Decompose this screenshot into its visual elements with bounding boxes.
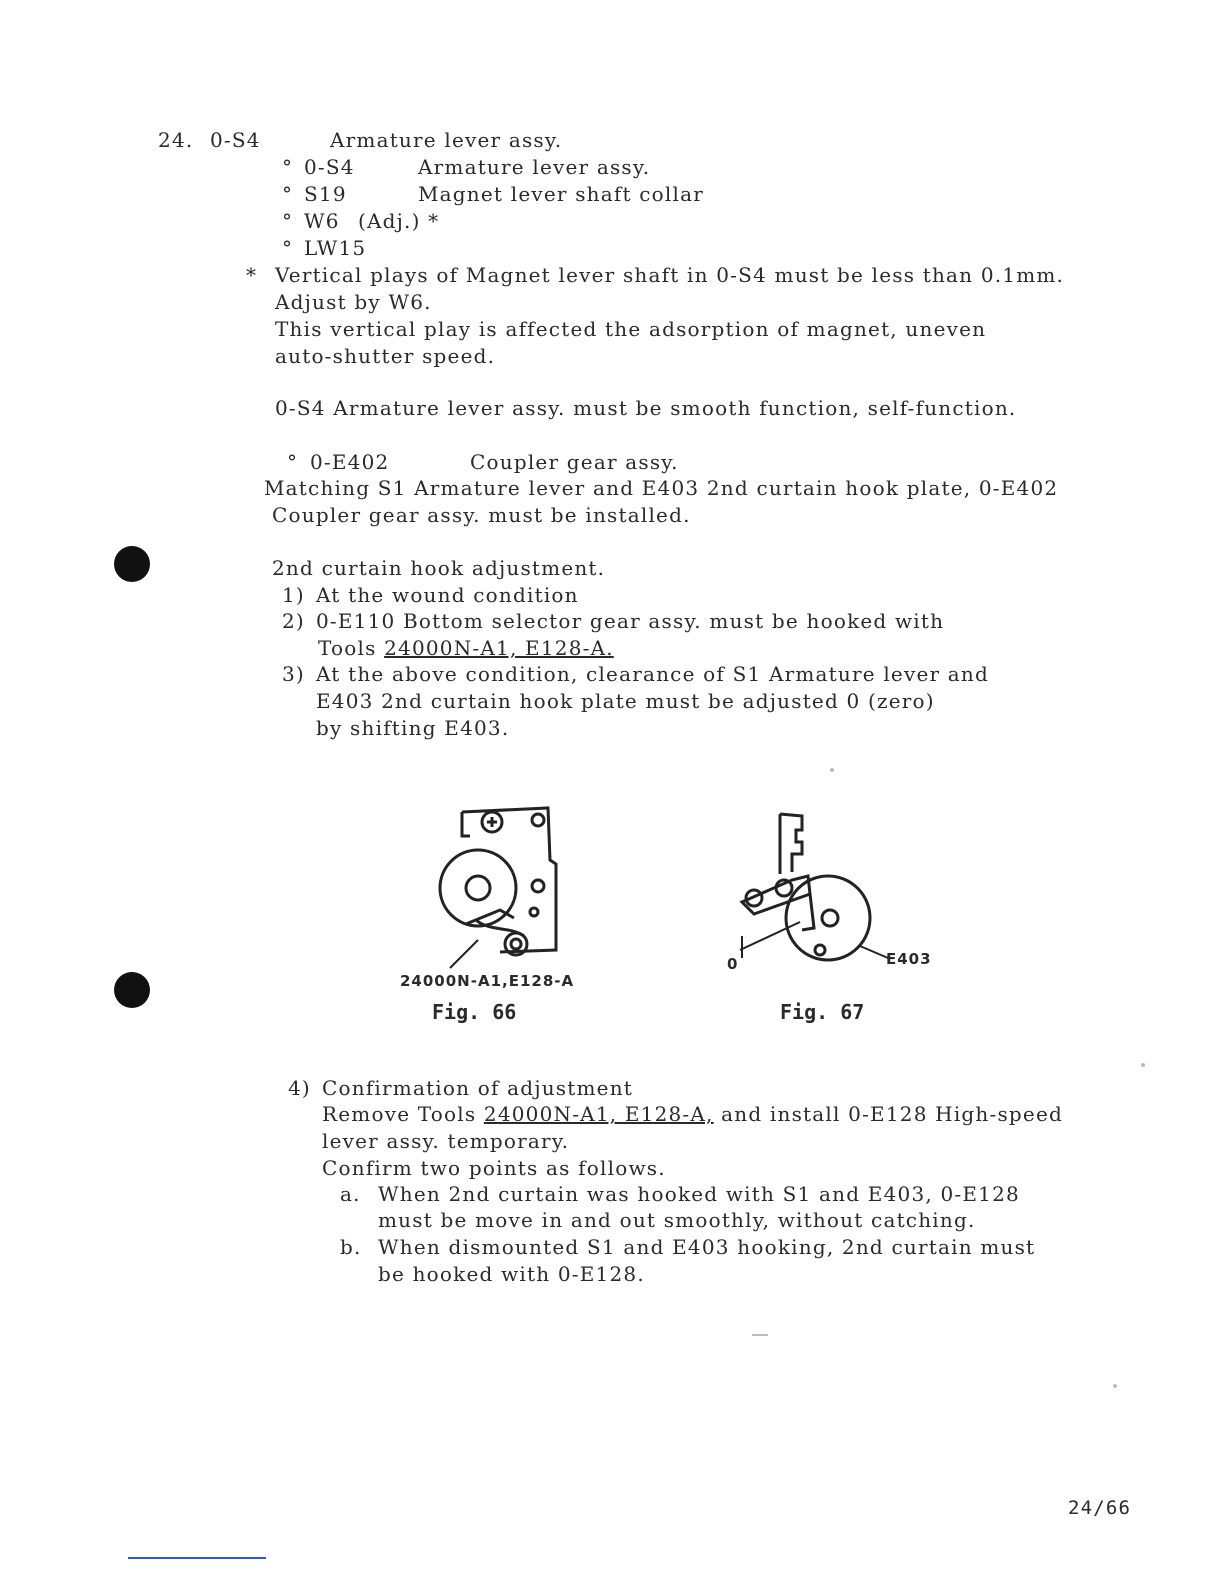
part-name: Magnet lever shaft collar: [418, 182, 704, 206]
function-note: 0-S4 Armature lever assy. must be smooth function, self-function.: [275, 396, 1017, 420]
note-line: Vertical plays of Magnet lever shaft in 0-S4 must be less than 0.1mm.: [275, 263, 1065, 287]
step-tools-ref: 24000N-A1, E128-A.: [384, 636, 614, 660]
figure-66-caption: Fig. 66: [432, 1000, 517, 1024]
section-number: 24.: [158, 128, 194, 152]
coupler-line: Coupler gear assy. must be installed.: [272, 503, 691, 527]
section-code: 0-S4: [210, 128, 261, 152]
part-bullet: °: [287, 450, 299, 474]
point-text: When dismounted S1 and E403 hooking, 2nd curtain must: [378, 1235, 1036, 1259]
confirmation-line: Confirm two points as follows.: [322, 1156, 666, 1180]
part-name: Armature lever assy.: [418, 155, 651, 179]
step-tools-line: [318, 636, 614, 660]
confirmation-line: [322, 1102, 1063, 1126]
note-line: This vertical play is affected the adsorption of magnet, uneven: [275, 317, 987, 341]
page-number: 24/66: [1068, 1497, 1132, 1519]
scan-speck: [752, 1334, 768, 1336]
part-code: W6: [304, 209, 340, 233]
figure-67-part-label: E403: [886, 950, 932, 968]
scan-speck: [1141, 1063, 1145, 1067]
step-text: At the wound condition: [316, 583, 579, 607]
punch-hole: [114, 972, 150, 1008]
part-bullet: °: [282, 155, 294, 179]
note-line: Adjust by W6.: [275, 290, 432, 314]
step-text: 0-E110 Bottom selector gear assy. must be hooked with: [316, 609, 945, 633]
scan-speck: [1113, 1384, 1117, 1388]
part-bullet: °: [282, 209, 294, 233]
scan-speck: [830, 768, 834, 772]
step-number: 4): [288, 1076, 311, 1100]
step-text: E403 2nd curtain hook plate must be adjusted 0 (zero): [316, 689, 935, 713]
coupler-code: 0-E402: [310, 450, 390, 474]
step-number: 1): [282, 583, 305, 607]
confirmation-line: lever assy. temporary.: [322, 1129, 570, 1153]
step-number: 3): [282, 662, 305, 686]
note-marker: *: [246, 263, 258, 287]
confirmation-heading: Confirmation of adjustment: [322, 1076, 634, 1100]
coupler-name: Coupler gear assy.: [470, 450, 679, 474]
part-code: LW15: [304, 236, 367, 260]
step-number: 2): [282, 609, 305, 633]
figure-67-drawing: [730, 810, 910, 970]
part-bullet: °: [282, 182, 294, 206]
part-name: (Adj.) *: [358, 209, 440, 233]
confirmation-prefix: Remove Tools: [322, 1102, 477, 1126]
point-letter: a.: [340, 1182, 361, 1206]
part-code: S19: [304, 182, 347, 206]
figure-67-zero-label: 0: [727, 955, 739, 973]
figure-66-drawing: [430, 800, 580, 970]
point-text: be hooked with 0-E128.: [378, 1262, 645, 1286]
point-text: When 2nd curtain was hooked with S1 and E403, 0-E128: [378, 1182, 1020, 1206]
note-line: auto-shutter speed.: [275, 344, 496, 368]
point-letter: b.: [340, 1235, 362, 1259]
confirmation-tools-ref: 24000N-A1, E128-A,: [483, 1102, 714, 1126]
part-code: 0-S4: [304, 155, 355, 179]
adjustment-heading: 2nd curtain hook adjustment.: [272, 556, 606, 580]
confirmation-suffix: and install 0-E128 High-speed: [721, 1102, 1064, 1126]
punch-hole: [114, 546, 150, 582]
section-title: Armature lever assy.: [330, 128, 563, 152]
coupler-line: Matching S1 Armature lever and E403 2nd curtain hook plate, 0-E402: [264, 476, 1059, 500]
point-text: must be move in and out smoothly, without catching.: [378, 1208, 976, 1232]
part-bullet: °: [282, 236, 294, 260]
step-text: by shifting E403.: [316, 716, 510, 740]
figure-67-caption: Fig. 67: [780, 1000, 865, 1024]
step-tools-prefix: Tools: [318, 636, 385, 660]
step-text: At the above condition, clearance of S1 Armature lever and: [316, 662, 990, 686]
bottom-rule: [128, 1557, 266, 1559]
figure-66-label: 24000N-A1,E128-A: [400, 972, 575, 990]
